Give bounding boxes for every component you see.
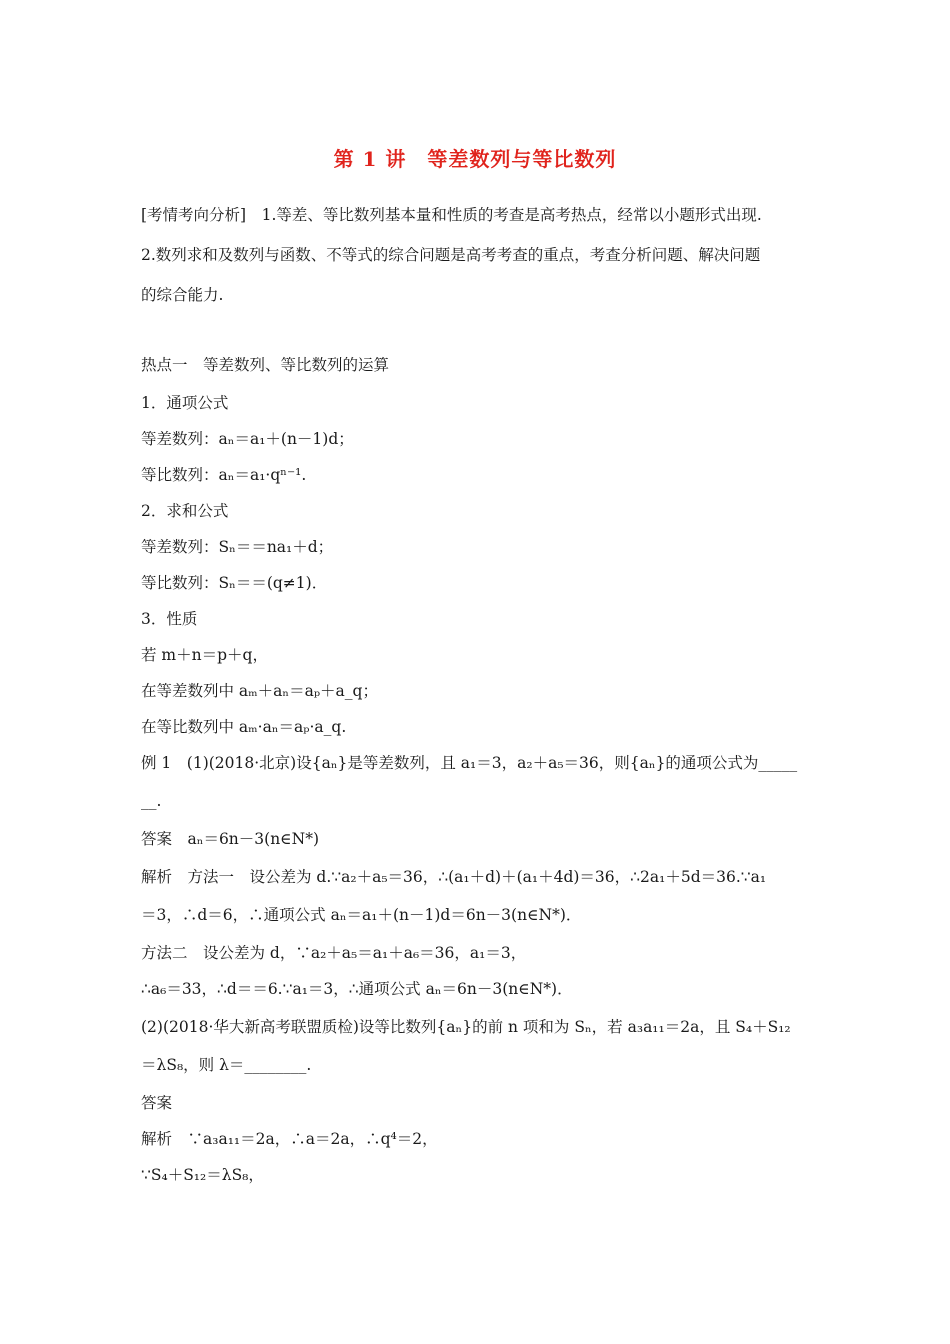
text-line: ∵S₄＋S₁₂＝λS₈， — [141, 1166, 264, 1184]
text-line: 等比数列：aₙ＝a₁·qⁿ⁻¹. — [141, 466, 307, 484]
text-line: 解析 方法一 设公差为 d.∵a₂＋a₅＝36，∴(a₁＋d)＋(a₁＋4d)＝36，∴2a₁＋5d＝36.∵a₁ — [141, 868, 767, 886]
text-line: ∴a₆＝33，∴d＝＝6.∵a₁＝3，∴通项公式 aₙ＝6n－3(n∈N*)． — [141, 980, 573, 998]
text-line: __. — [141, 792, 162, 810]
text-line: 解析 ∵a₃a₁₁＝2a，∴a＝2a，∴q⁴＝2， — [141, 1130, 438, 1148]
text-line: 在等差数列中 aₘ＋aₙ＝aₚ＋a_q； — [141, 682, 378, 700]
text-line: 在等比数列中 aₘ·aₙ＝aₚ·a_q. — [141, 718, 347, 736]
text-line: 3．性质 — [141, 610, 198, 628]
text-line: 若 m＋n＝p＋q， — [141, 646, 268, 664]
text-line: 热点一 等差数列、等比数列的运算 — [141, 356, 390, 374]
text-line: 的综合能力. — [141, 286, 224, 304]
text-line: 答案 — [141, 1094, 173, 1112]
document-title: 第 1 讲 等差数列与等比数列 — [333, 147, 617, 171]
text-line: 方法二 设公差为 d，∵a₂＋a₅＝a₁＋a₆＝36，a₁＝3， — [141, 944, 527, 962]
text-line: 等比数列：Sₙ＝＝(q≠1)． — [141, 574, 328, 592]
text-line: 例 1 (1)(2018·北京)设{aₙ}是等差数列，且 a₁＝3，a₂＋a₅＝36，则{aₙ}的通项公式为_____ — [141, 754, 798, 772]
text-line: ＝3，∴d＝6，∴通项公式 aₙ＝a₁＋(n－1)d＝6n－3(n∈N*)． — [141, 906, 582, 924]
text-line: 2．求和公式 — [141, 502, 229, 520]
text-line: 1．通项公式 — [141, 394, 229, 412]
text-line: 等差数列：Sₙ＝＝na₁＋d； — [141, 538, 334, 556]
text-line: (2)(2018·华大新高考联盟质检)设等比数列{aₙ}的前 n 项和为 Sₙ，若 a₃a₁₁＝2a，且 S₄＋S₁₂ — [141, 1018, 791, 1036]
text-line: [考情考向分析] 1.等差、等比数列基本量和性质的考查是高考热点，经常以小题形式出现. — [141, 206, 762, 224]
text-line: ＝λS₈，则 λ＝________. — [141, 1056, 312, 1074]
text-line: 等差数列：aₙ＝a₁＋(n－1)d； — [141, 430, 354, 448]
text-line: 答案 aₙ＝6n－3(n∈N*) — [141, 830, 320, 848]
text-line: 2.数列求和及数列与函数、不等式的综合问题是高考考查的重点，考查分析问题、解决问题 — [141, 246, 761, 264]
